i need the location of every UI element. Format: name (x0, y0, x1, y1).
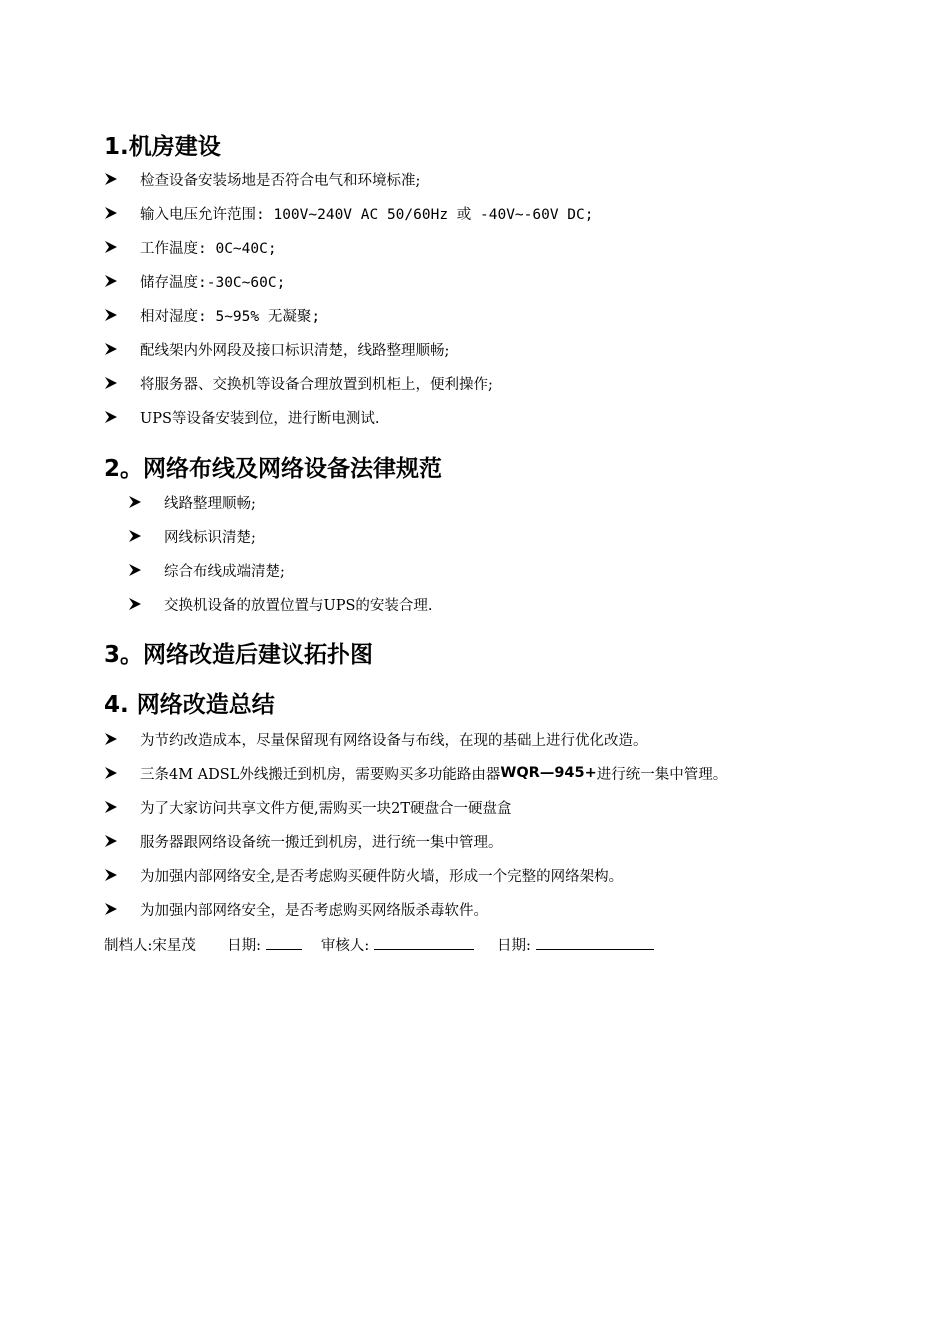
router-model: WQR—945+ (500, 765, 597, 781)
arrowhead-bullet-icon (104, 206, 118, 220)
list-item (104, 796, 512, 818)
arrowhead-bullet-icon (104, 342, 118, 356)
arrowhead-bullet-icon (104, 172, 118, 186)
arrowhead-bullet-icon (104, 732, 118, 746)
arrowhead-bullet-icon (104, 766, 118, 780)
arrowhead-bullet-icon (104, 274, 118, 288)
router-suffix: 进行统一集中管理。 (596, 766, 728, 783)
arrowhead-bullet-icon (104, 308, 118, 322)
arrowhead-bullet-icon (104, 834, 118, 848)
list-item-text: 线路整理顺畅; (164, 495, 256, 512)
date2-label: 日期: (497, 938, 531, 954)
list-item-text: 网线标识清楚; (164, 529, 256, 546)
reviewer-blank[interactable] (374, 935, 474, 950)
list-item-text: 综合布线成端清楚; (164, 563, 285, 580)
list-item-text: 配线架内外网段及接口标识清楚，线路整理顺畅; (140, 342, 450, 359)
section-1-heading: 1.机房建设 (104, 134, 221, 160)
list-item (104, 728, 648, 750)
list-item-text: 检查设备安装场地是否符合电气和环境标准; (140, 172, 421, 189)
list-item (104, 236, 277, 258)
list-item (128, 491, 256, 513)
list-item (104, 270, 285, 292)
list-item-text: 为加强内部网络安全,是否考虑购买硬件防火墙，形成一个完整的网络架构。 (140, 868, 624, 885)
list-item (104, 202, 594, 224)
signature-line (104, 934, 654, 955)
date2-blank[interactable] (536, 935, 654, 950)
list-item-text: 工作温度: 0C~40C; (140, 240, 277, 257)
section-3-heading: 3。网络改造后建议拓扑图 (104, 642, 374, 668)
arrowhead-bullet-icon (104, 800, 118, 814)
list-item-text: 服务器跟网络设备统一搬迁到机房，进行统一集中管理。 (140, 834, 503, 851)
arrowhead-bullet-icon (104, 376, 118, 390)
list-item (104, 898, 488, 920)
list-item-text: 将服务器、交换机等设备合理放置到机柜上，便利操作; (140, 376, 493, 393)
arrowhead-bullet-icon (128, 597, 142, 611)
list-item (104, 304, 320, 326)
list-item-text: 输入电压允许范围: 100V~240V AC 50/60Hz 或 -40V~-60V DC; (140, 206, 594, 223)
list-item (104, 372, 493, 394)
list-item-text: 为加强内部网络安全，是否考虑购买网络版杀毒软件。 (140, 902, 488, 919)
reviewer-label: 审核人: (320, 938, 370, 954)
list-item-text: 为节约改造成本，尽量保留现有网络设备与布线，在现的基础上进行优化改造。 (140, 732, 648, 749)
list-item (104, 406, 380, 428)
maker-label: 制档人:宋星茂 (104, 938, 196, 954)
list-item-text: 三条4M ADSL外线搬迁到机房，需要购买多功能路由器 (140, 766, 501, 783)
arrowhead-bullet-icon (104, 240, 118, 254)
arrowhead-bullet-icon (104, 410, 118, 424)
list-item-text: 相对湿度: 5~95% 无凝聚; (140, 308, 321, 325)
arrowhead-bullet-icon (104, 902, 118, 916)
list-item (104, 168, 420, 190)
arrowhead-bullet-icon (104, 868, 118, 882)
section-4-heading: 4. 网络改造总结 (104, 692, 275, 718)
date1-label: 日期: (227, 938, 261, 954)
arrowhead-bullet-icon (128, 563, 142, 577)
list-item-text: UPS等设备安装到位，进行断电测试. (140, 410, 380, 427)
list-item (104, 864, 623, 886)
list-item (104, 338, 449, 360)
date1-blank[interactable] (266, 935, 302, 950)
list-item (104, 830, 503, 852)
list-item (128, 525, 256, 547)
arrowhead-bullet-icon (128, 495, 142, 509)
list-item (104, 762, 727, 784)
list-item (128, 593, 433, 615)
list-item (128, 559, 285, 581)
list-item-text: 储存温度:-30C~60C; (140, 274, 286, 291)
list-item-text: 交换机设备的放置位置与UPS的安装合理. (164, 597, 433, 614)
list-item-text: 为了大家访问共享文件方便,需购买一块2T硬盘合一硬盘盒 (140, 800, 512, 817)
section-2-heading: 2。网络布线及网络设备法律规范 (104, 456, 443, 482)
arrowhead-bullet-icon (128, 529, 142, 543)
